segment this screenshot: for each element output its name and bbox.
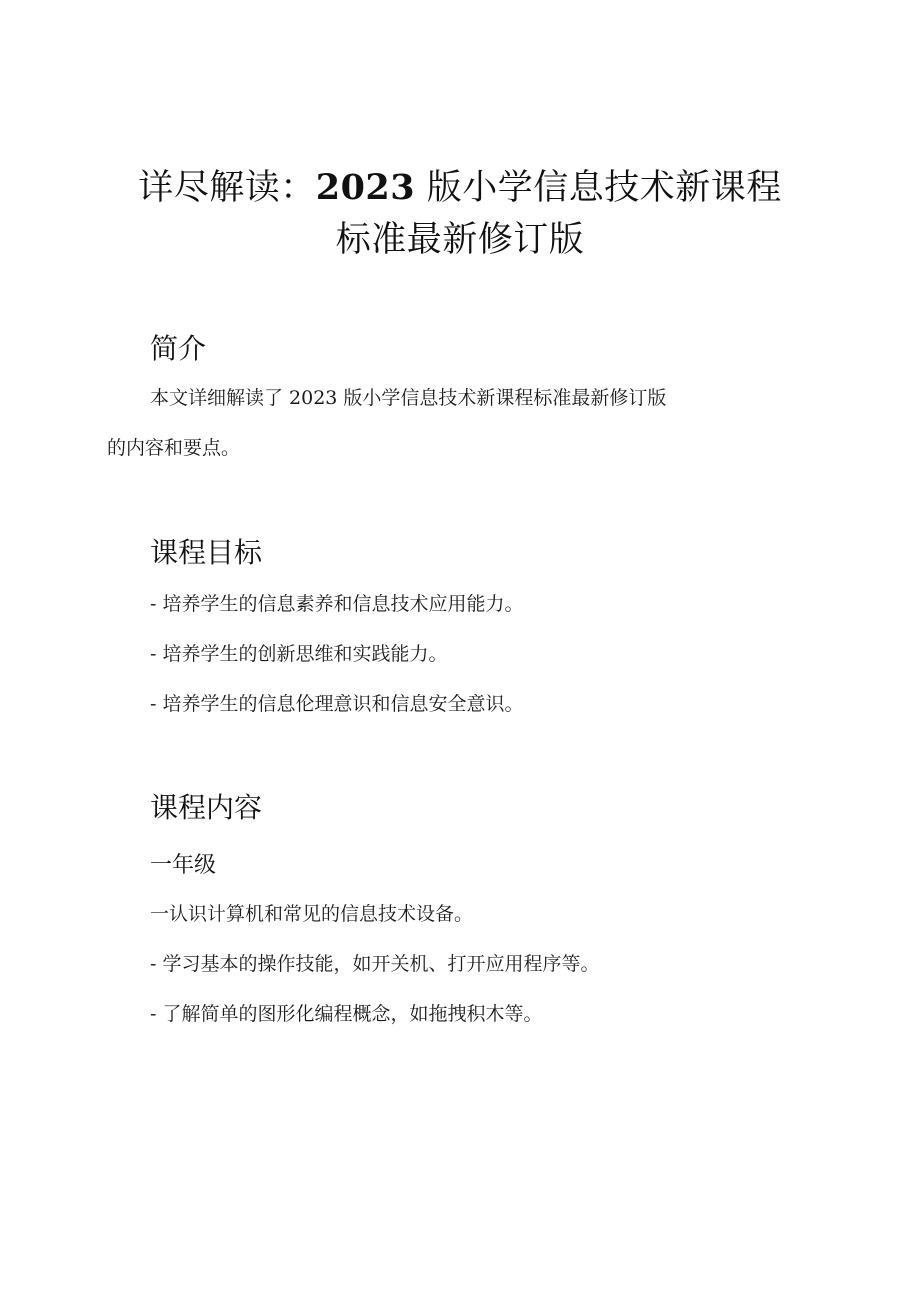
intro-paragraph-line-2: 的内容和要点。 [107,437,241,459]
grade1-list-item-3: - 了解简单的图形化编程概念，如拖拽积木等。 [150,1003,543,1025]
document-title-line-1 [0,162,920,214]
title-prefix: 详尽解读： [138,168,316,208]
goal-list-item-3: - 培养学生的信息伦理意识和信息安全意识。 [150,693,524,715]
section-heading-goals: 课程目标 [150,536,263,569]
intro-paragraph-line-1: 本文详细解读了 2023 版小学信息技术新课程标准最新修订版 [150,387,667,409]
title-year: 2023 [315,167,416,208]
goal-list-item-2: - 培养学生的创新思维和实践能力。 [150,643,448,665]
subsection-heading-grade-1: 一年级 [150,853,217,878]
title-suffix: 版小学信息技术新课程 [415,168,782,208]
section-heading-intro: 简介 [150,332,207,365]
grade1-list-item-1: 一认识计算机和常见的信息技术设备。 [150,903,474,925]
section-heading-content: 课程内容 [150,791,263,824]
grade1-list-item-2: - 学习基本的操作技能，如开关机、打开应用程序等。 [150,953,600,975]
document-title-line-2: 标准最新修订版 [335,220,585,260]
goal-list-item-1: - 培养学生的信息素养和信息技术应用能力。 [150,593,524,615]
